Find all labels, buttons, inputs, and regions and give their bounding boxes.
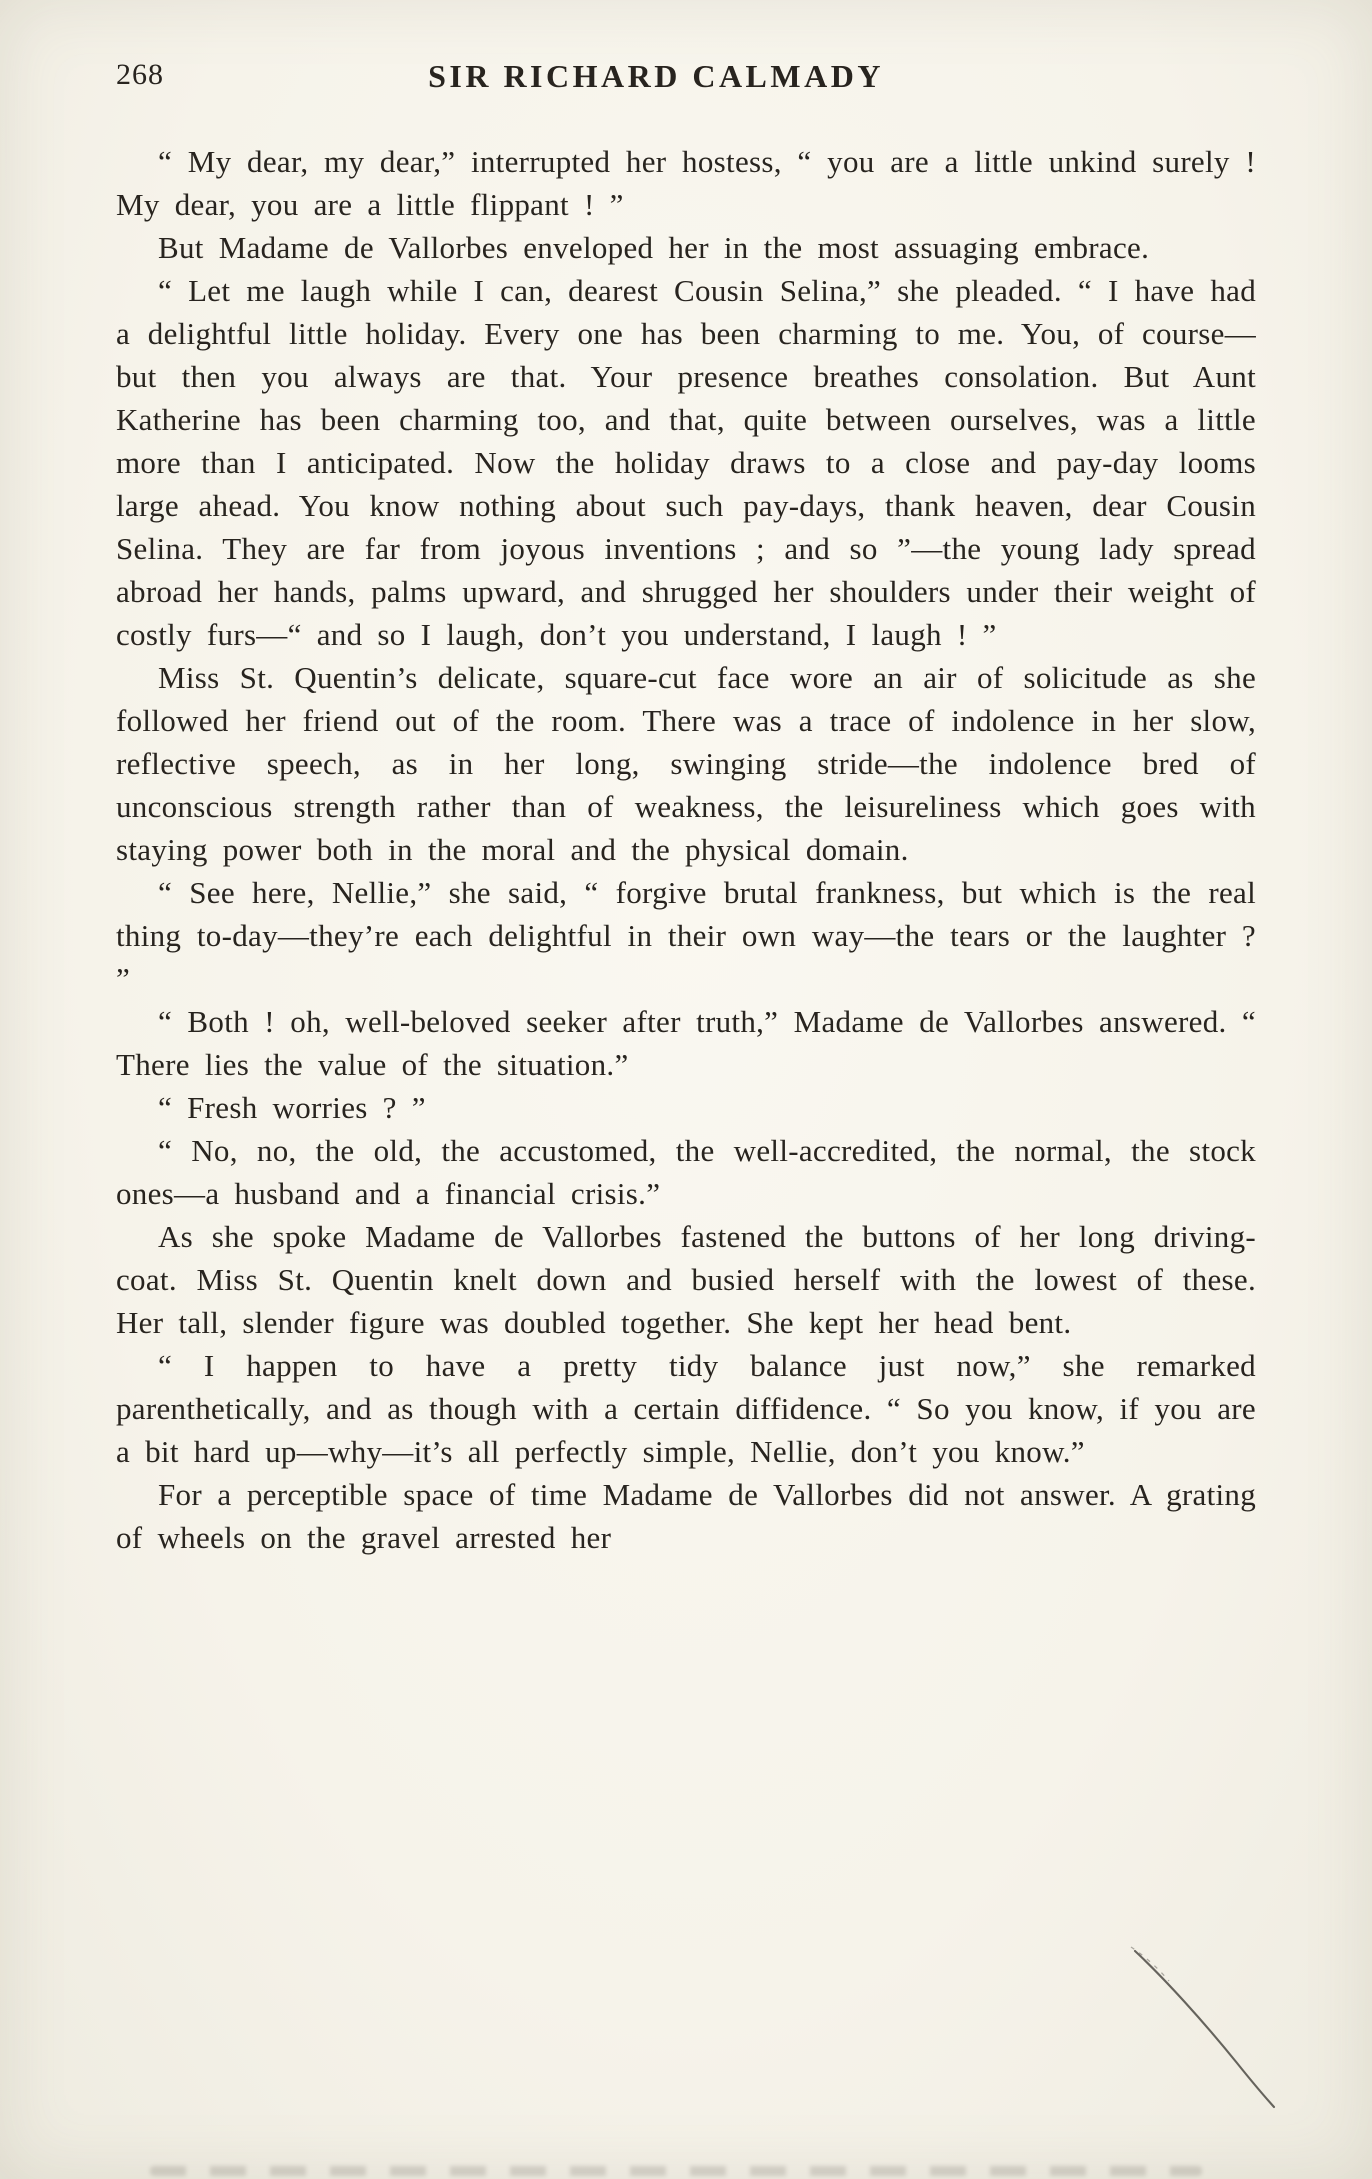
body-paragraph: For a perceptible space of time Madame de Vallorbes did not answer. A grating of wheels on the gravel arrested her bbox=[116, 1477, 1256, 1555]
body-paragraph: “ Fresh worries ? ” bbox=[158, 1090, 426, 1125]
page-header bbox=[0, 0, 1372, 106]
body-paragraph: “ My dear, my dear,” interrupted her hostess, “ you are a little unkind surely ! My dear, you are a little flippant ! ” bbox=[116, 144, 1256, 222]
body-paragraph: “ See here, Nellie,” she said, “ forgive brutal frankness, but which is the real thing to-day—they’re each delightful in their own way—the tears or the laughter ? ” bbox=[116, 875, 1256, 996]
body-paragraph: “ Let me laugh while I can, dearest Cousin Selina,” she pleaded. “ I have had a delightful little holiday. Every one has been charming to me. You, of course—but then you always are that. Your presence breathes consolation. But Aunt Katherine has been charming too, and that, quite between ourselves, was a little more than I anticipated. Now the holiday draws to a close and pay-day looms large ahead. You know nothing about such pay-days, thank heaven, dear Cousin Selina. They are far from joyous inventions ; and so ”—the young lady spread abroad her hands, palms upward, and shrugged her shoulders under their weight of costly furs—“ and so I laugh, don’t you understand, I laugh ! ” bbox=[116, 273, 1256, 652]
body-paragraph: “ No, no, the old, the accustomed, the well-accredited, the normal, the stock ones—a husband and a financial crisis.” bbox=[116, 1133, 1256, 1211]
body-paragraph: As she spoke Madame de Vallorbes fastened the buttons of her long driving-coat. Miss St. Quentin knelt down and busied herself with the lowest of these. Her tall, slender figure was doubled together. She kept her head bent. bbox=[116, 1219, 1256, 1340]
body-paragraph: “ I happen to have a pretty tidy balance just now,” she remarked parenthetically, and as though with a certain diffidence. “ So you know, if you are a bit hard up—why—it’s all perfectly simple, Nellie, don’t you know.” bbox=[116, 1348, 1256, 1469]
body-paragraph: Miss St. Quentin’s delicate, square-cut face wore an air of solicitude as she followed her friend out of the room. There was a trace of indolence in her slow, reflective speech, as in her long, swinging stride—the indolence bred of unconscious strength rather than of weakness, the leisureliness which goes with staying power both in the moral and the physical domain. bbox=[116, 660, 1256, 867]
body-text bbox=[116, 140, 1256, 1559]
running-title: SIR RICHARD CALMADY bbox=[428, 58, 884, 94]
scan-edge-text-ghost bbox=[150, 2166, 1202, 2176]
body-paragraph: But Madame de Vallorbes enveloped her in the most assuaging embrace. bbox=[158, 230, 1150, 265]
pen-stroke-artifact bbox=[1125, 1941, 1280, 2111]
body-paragraph: “ Both ! oh, well-beloved seeker after truth,” Madame de Vallorbes answered. “ There lies the value of the situation.” bbox=[116, 1004, 1256, 1082]
page-number: 268 bbox=[116, 58, 164, 91]
